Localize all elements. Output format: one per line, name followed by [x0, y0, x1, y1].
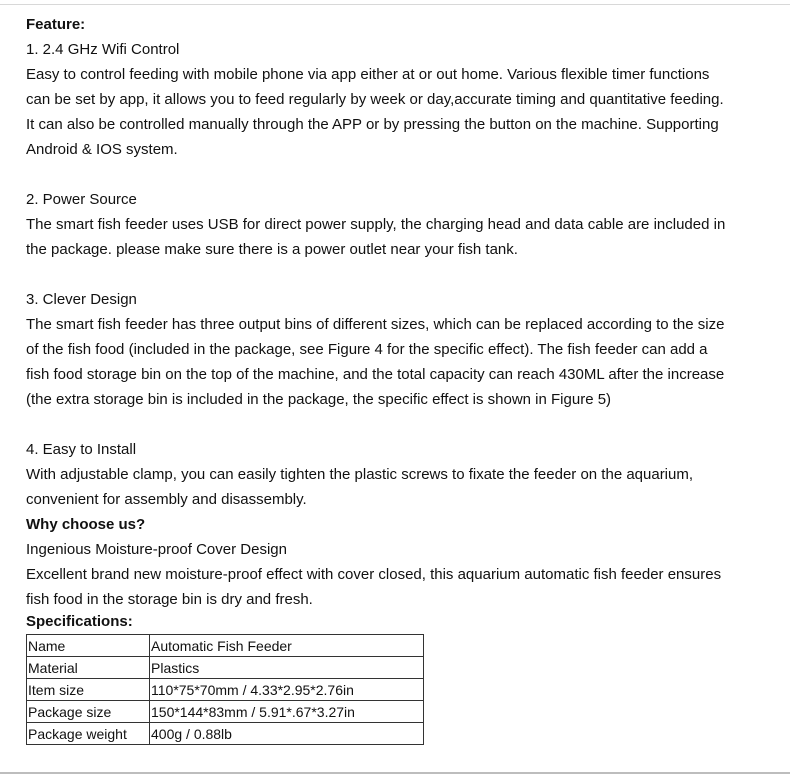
section-line: the package. please make sure there is a power outlet near your fish tank.: [26, 241, 518, 258]
spacer: [26, 412, 786, 437]
section-line: convenient for assembly and disassembly.: [26, 491, 307, 508]
section-line: can be set by app, it allows you to feed regularly by week or day,accurate timing and quantitative feeding.: [26, 91, 724, 108]
feature-section-power: [26, 187, 786, 262]
section-line: Easy to control feeding with mobile phone via app either at or out home. Various flexible timer functions: [26, 66, 710, 83]
spec-label: Name: [27, 635, 150, 657]
product-description: [26, 12, 786, 745]
section-title: 4. Easy to Install: [26, 441, 137, 458]
specifications-heading: Specifications:: [26, 613, 133, 630]
why-line: fish food in the storage bin is dry and fresh.: [26, 591, 313, 608]
spec-value: 150*144*83mm / 5.91*.67*3.27in: [150, 701, 424, 723]
spacer: [26, 162, 786, 187]
bottom-divider: [0, 772, 790, 774]
section-title: 1. 2.4 GHz Wifi Control: [26, 41, 180, 58]
section-line: With adjustable clamp, you can easily tighten the plastic screws to fixate the feeder on the aquarium,: [26, 466, 694, 483]
spec-label: Item size: [27, 679, 150, 701]
table-row: [27, 679, 424, 701]
section-title: 3. Clever Design: [26, 291, 137, 308]
feature-section-install: [26, 437, 786, 512]
why-subtitle: Ingenious Moisture-proof Cover Design: [26, 541, 287, 558]
section-line: of the fish food (included in the package, see Figure 4 for the specific effect). The fish feeder can add a: [26, 341, 708, 358]
why-line: Excellent brand new moisture-proof effect with cover closed, this aquarium automatic fish feeder ensures: [26, 566, 722, 583]
table-row: [27, 657, 424, 679]
section-line: The smart fish feeder has three output bins of different sizes, which can be replaced according to the size: [26, 316, 725, 333]
spec-label: Package size: [27, 701, 150, 723]
table-row: [27, 635, 424, 657]
specifications-table: [26, 634, 424, 745]
section-line: Android & IOS system.: [26, 141, 178, 158]
top-divider: [0, 4, 790, 5]
spec-value: Plastics: [150, 657, 424, 679]
why-heading: Why choose us?: [26, 516, 146, 533]
section-line: (the extra storage bin is included in the package, the specific effect is shown in Figure 5): [26, 391, 612, 408]
why-choose-us: [26, 512, 786, 612]
table-row: [27, 723, 424, 745]
section-line: The smart fish feeder uses USB for direct power supply, the charging head and data cable are included in: [26, 216, 726, 233]
section-title: 2. Power Source: [26, 191, 137, 208]
spec-label: Material: [27, 657, 150, 679]
feature-section-design: [26, 287, 786, 412]
spacer: [26, 262, 786, 287]
spec-value: 400g / 0.88lb: [150, 723, 424, 745]
table-row: [27, 701, 424, 723]
spec-value: Automatic Fish Feeder: [150, 635, 424, 657]
spec-value: 110*75*70mm / 4.33*2.95*2.76in: [150, 679, 424, 701]
section-line: It can also be controlled manually through the APP or by pressing the button on the machine. Supporting: [26, 116, 719, 133]
feature-section-wifi: [26, 37, 786, 162]
section-line: fish food storage bin on the top of the machine, and the total capacity can reach 430ML after the increase: [26, 366, 725, 383]
feature-heading: Feature:: [26, 16, 86, 33]
spec-label: Package weight: [27, 723, 150, 745]
